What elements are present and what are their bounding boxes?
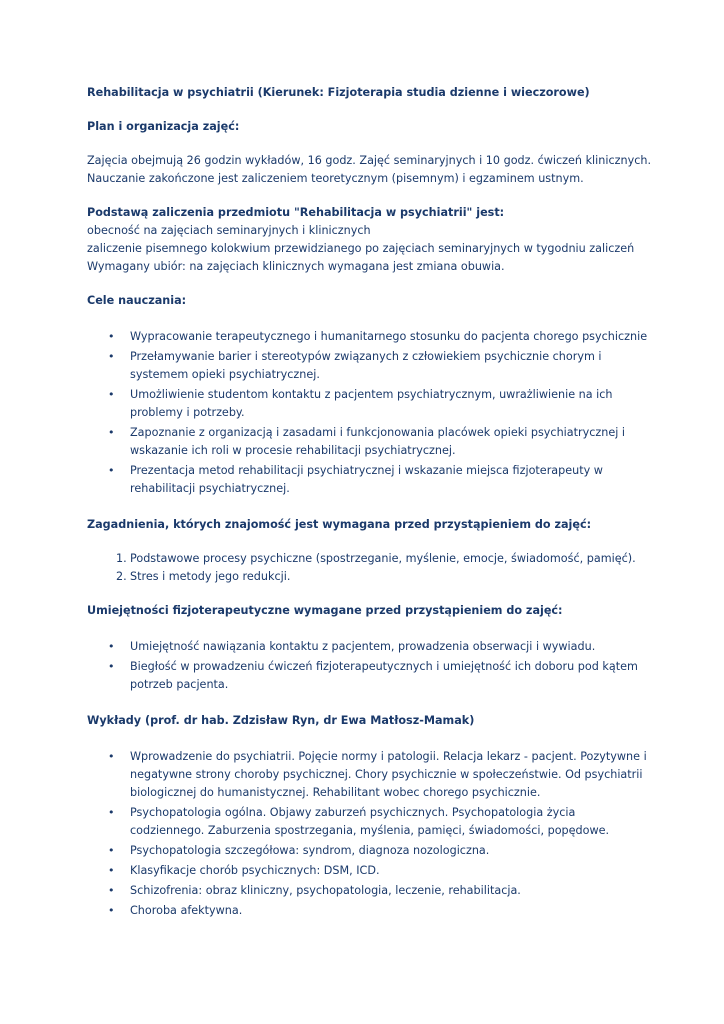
bullet-icon: • xyxy=(108,464,115,477)
list-item xyxy=(87,638,652,656)
bullet-icon: • xyxy=(108,640,115,653)
bullet-icon: • xyxy=(108,844,115,857)
list-item-text: Prezentacja metod rehabilitacji psychiatrycznej i wskazanie miejsca fizjoterapeuty w rehabilitacji psychiatrycznej. xyxy=(130,464,603,495)
cele-heading: Cele nauczania: xyxy=(87,294,187,307)
bullet-icon: • xyxy=(108,750,115,763)
list-item-text: Psychopatologia szczegółowa: syndrom, diagnoza nozologiczna. xyxy=(130,844,490,857)
bullet-icon: • xyxy=(108,388,115,401)
list-item xyxy=(87,862,652,880)
wyklady-heading: Wykłady (prof. dr hab. Zdzisław Ryn, dr Ewa Matłosz-Mamak) xyxy=(87,714,475,727)
list-number: 2. xyxy=(116,570,127,583)
list-item xyxy=(87,328,652,346)
zaliczenie-line: Wymagany ubiór: na zajęciach klinicznych wymagana jest zmiana obuwia. xyxy=(87,260,505,273)
zagadnienia-list xyxy=(87,550,652,586)
zaliczenie-heading: Podstawą zaliczenia przedmiotu "Rehabilitacja w psychiatrii" jest: xyxy=(87,206,505,219)
plan-text: Zajęcia obejmują 26 godzin wykładów, 16 godz. Zajęć seminaryjnych i 10 godz. ćwiczeń klinicznych. Nauczanie zakończone jest zaliczeniem teoretycznym (pisemnym) i egzaminem ustnym. xyxy=(87,154,652,185)
list-item xyxy=(87,882,652,900)
bullet-icon: • xyxy=(108,806,115,819)
bullet-icon: • xyxy=(108,660,115,673)
list-item-text: Zapoznanie z organizacją i zasadami i funkcjonowania placówek opieki psychiatrycznej i wskazanie ich roli w procesie rehabilitacji psychiatrycznej. xyxy=(130,426,626,457)
zaliczenie-line: obecność na zajęciach seminaryjnych i klinicznych xyxy=(87,224,371,237)
list-item xyxy=(87,748,652,802)
umiejetnosci-heading: Umiejętności fizjoterapeutyczne wymagane przed przystąpieniem do zajęć: xyxy=(87,604,563,617)
list-item-text: Umiejętność nawiązania kontaktu z pacjentem, prowadzenia obserwacji i wywiadu. xyxy=(130,640,596,653)
list-item-text: Klasyfikacje chorób psychicznych: DSM, ICD. xyxy=(130,864,380,877)
list-item-text: Psychopatologia ogólna. Objawy zaburzeń psychicznych. Psychopatologia życia codziennego. Zaburzenia spostrzegania, myślenia, pamięci, świadomości, popędowe. xyxy=(130,806,610,837)
list-item-text: Przełamywanie barier i stereotypów związanych z człowiekiem psychicznie chorym i systemem opieki psychiatrycznej. xyxy=(130,350,602,381)
list-item xyxy=(87,462,652,498)
document-title: Rehabilitacja w psychiatrii (Kierunek: Fizjoterapia studia dzienne i wieczorowe) xyxy=(87,86,590,99)
list-item xyxy=(87,842,652,860)
bullet-icon: • xyxy=(108,904,115,917)
zagadnienia-heading: Zagadnienia, których znajomość jest wymagana przed przystąpieniem do zajęć: xyxy=(87,518,592,531)
bullet-icon: • xyxy=(108,864,115,877)
list-item-text: Podstawowe procesy psychiczne (spostrzeganie, myślenie, emocje, świadomość, pamięć). xyxy=(130,552,636,565)
list-item xyxy=(87,658,652,694)
bullet-icon: • xyxy=(108,350,115,363)
list-item-text: Stres i metody jego redukcji. xyxy=(130,570,291,583)
list-number: 1. xyxy=(116,552,127,565)
umiejetnosci-list xyxy=(87,638,652,694)
list-item xyxy=(87,386,652,422)
list-item-text: Umożliwienie studentom kontaktu z pacjentem psychiatrycznym, uwrażliwienie na ich problemy i potrzeby. xyxy=(130,388,613,419)
cele-list xyxy=(87,328,652,498)
list-item xyxy=(87,424,652,460)
plan-heading: Plan i organizacja zajęć: xyxy=(87,120,240,133)
list-item-text: Wypracowanie terapeutycznego i humanitarnego stosunku do pacjenta chorego psychicznie xyxy=(130,330,648,343)
list-item-text: Schizofrenia: obraz kliniczny, psychopatologia, leczenie, rehabilitacja. xyxy=(130,884,521,897)
list-item xyxy=(87,568,652,586)
list-item xyxy=(87,804,652,840)
bullet-icon: • xyxy=(108,330,115,343)
list-item xyxy=(87,348,652,384)
bullet-icon: • xyxy=(108,884,115,897)
list-item xyxy=(87,902,652,920)
bullet-icon: • xyxy=(108,426,115,439)
wyklady-list xyxy=(87,748,652,920)
list-item-text: Choroba afektywna. xyxy=(130,904,243,917)
list-item-text: Wprowadzenie do psychiatrii. Pojęcie normy i patologii. Relacja lekarz - pacjent. Pozytywne i negatywne strony choroby psychicznej. Chory psychicznie w społeczeństwie. Od psychiatrii biologicznej do humanistycznej. Rehabilitant wobec chorego psychicznie. xyxy=(130,750,647,799)
list-item-text: Biegłość w prowadzeniu ćwiczeń fizjoterapeutycznych i umiejętność ich doboru pod kątem potrzeb pacjenta. xyxy=(130,660,638,691)
zaliczenie-line: zaliczenie pisemnego kolokwium przewidzianego po zajęciach seminaryjnych w tygodniu zaliczeń xyxy=(87,242,635,255)
list-item xyxy=(87,550,652,568)
